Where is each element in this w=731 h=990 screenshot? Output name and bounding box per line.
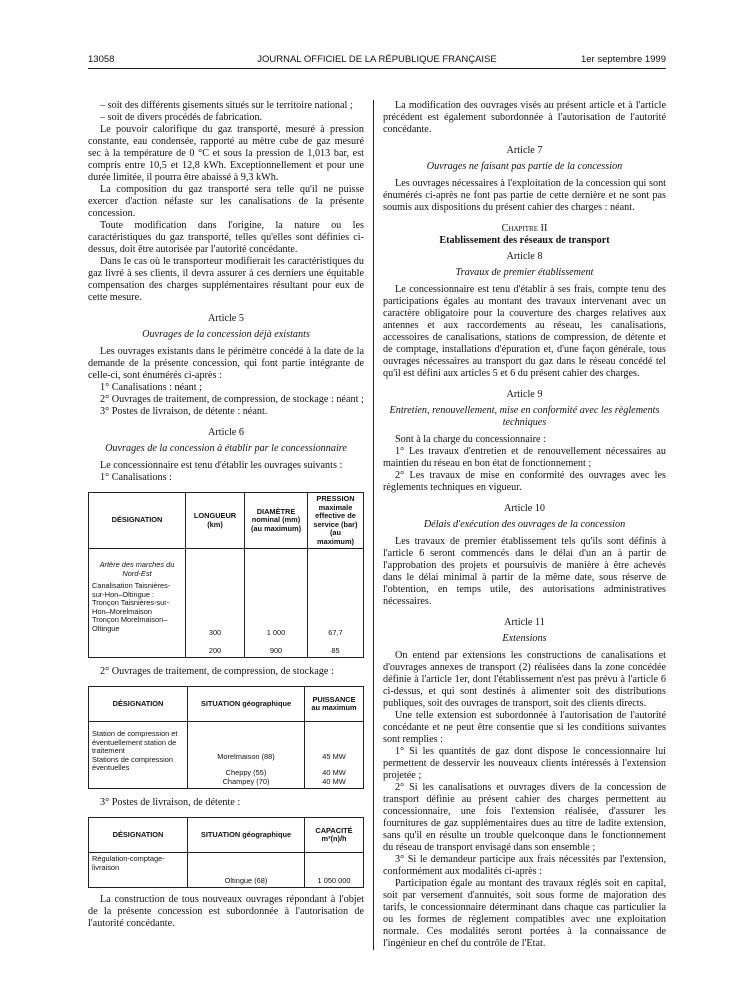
- paragraph: Une telle extension est subordonnée à l'autorisation de l'autorité concédante et ne peut être consentie que si les conditions suivantes sont remplies :: [383, 710, 666, 745]
- right-column: [383, 100, 666, 950]
- header-rule: [88, 68, 666, 69]
- article-title: Ouvrages de la concession déjà existants: [142, 329, 310, 340]
- diameter-value: 1 000: [266, 628, 286, 637]
- list-item: 3° Postes de livraison, de détente :: [100, 797, 241, 808]
- table-header: DÉSIGNATION: [89, 493, 186, 549]
- table-header: DIAMÈTRE nominal (mm) (au maximum): [245, 493, 308, 549]
- pipeline-section: Tronçon Morelmaison–Oltingue: [92, 615, 168, 633]
- table-header: PUISSANCE au maximum: [305, 687, 364, 722]
- article-heading: Article 11: [504, 617, 545, 628]
- issue-date: 1er septembre 1999: [580, 54, 666, 65]
- pressure-value: 85: [331, 645, 340, 655]
- paragraph: Sont à la charge du concessionnaire :: [395, 434, 546, 445]
- article-heading: Article 8: [506, 251, 543, 262]
- list-item: 1° Canalisations :: [100, 472, 172, 483]
- table-cell: Régulation-comptage-livraison: [89, 853, 188, 888]
- table-cell: [89, 722, 188, 789]
- station-name: Stations de compression éventuelles: [92, 754, 173, 772]
- power-value: 40 MW: [322, 768, 346, 777]
- site-value: Oltingue (68): [188, 853, 305, 888]
- power-value: 40 MW: [322, 776, 346, 786]
- paragraph: On entend par extensions les constructions de canalisations et d'ouvrages annexes de transport (2) réalisées dans la zone concédée définie à l'article 1er, dont l'établissement n'est pas prévu à l'article 6 ci-dessus, et qui sont destinés à alimenter soit des distributions publiques, soit des ouvrages de transport, soit des clients directs.: [383, 650, 666, 709]
- pipeline-section: Tronçon Taisnières-sur-Hon–Morelmaison: [92, 598, 170, 616]
- table-header: LONGUEUR (km): [186, 493, 245, 549]
- article-heading: Article 6: [208, 427, 244, 438]
- article-heading: Article 9: [506, 389, 543, 400]
- table-cell: [305, 722, 364, 789]
- article-title: Extensions: [502, 633, 547, 644]
- table-header: PRESSION maximale effective de service (bar) (au maximum): [308, 493, 364, 549]
- station-name: Station de compression et éventuellement station de traitement: [92, 729, 178, 755]
- table-cell: [308, 549, 364, 658]
- page-number: 13058: [88, 54, 115, 65]
- table-cell: [188, 722, 305, 789]
- paragraph: La composition du gaz transporté sera telle qu'il ne puisse exercer d'action néfaste sur les canalisations de la présente concession.: [88, 184, 364, 219]
- article-title: Ouvrages de la concession à établir par le concessionnaire: [105, 443, 347, 454]
- list-item: 2° Ouvrages de traitement, de compression, de stockage :: [100, 666, 334, 677]
- pressure-value: 67,7: [328, 628, 343, 637]
- table-cell: [89, 549, 186, 658]
- delivery-table: [88, 817, 364, 888]
- compression-table: [88, 686, 364, 789]
- paragraph: Les ouvrages existants dans le périmètre concédé à la date de la demande de la présente concession, qui font partie intégrante de celle-ci, sont énumérés ci-après :: [88, 346, 364, 381]
- article-title: Travaux de premier établissement: [455, 267, 594, 278]
- column-divider: [373, 100, 374, 950]
- list-item: 1° Si les quantités de gaz dont dispose le concessionnaire lui permettent de desservir les nouveaux clients intéressés à l'extension projetée ;: [383, 746, 666, 781]
- paragraph: La construction de tous nouveaux ouvrages répondant à l'objet de la présente concession est subordonnée à l'autorisation de l'autorité concédante.: [88, 894, 364, 929]
- table-header: CAPACITÉ m³(n)/h: [305, 818, 364, 853]
- chapter-title: Etablissement des réseaux de transport: [439, 235, 610, 246]
- paragraph: Le concessionnaire est tenu d'établir à ses frais, compte tenu des participations égales au montant des travaux intervenant avec un caractère obligatoire pour la couverture des charges relatives aux antennes et aux raccordements au réseau, les canalisations, accessoires de canalisations, stations de compression, de détente et de comptage, installations d'épuration et, d'une façon générale, tous ouvrages nécessaires au transport du gaz dans le réseau concédé tel qu'il est défini aux articles 5 et 6 du présent cahier des charges.: [383, 284, 666, 379]
- left-column: [88, 100, 364, 930]
- table-header: DÉSIGNATION: [89, 687, 188, 722]
- pipelines-table: [88, 492, 364, 658]
- table-cell: [186, 549, 245, 658]
- site-value: Champey (70): [222, 776, 270, 786]
- paragraph: Participation égale au montant des travaux réglés soit en capital, soit par versement d'annuités, soit sous forme de majoration des tarifs, le concessionnaire déterminant dans chaque cas particulier la ou les formes de règlement compatibles avec une exploitation normale. Ces modalités seront portées à la connaissance de l'ingénieur en chef du contrôle de l'Etat.: [383, 878, 666, 949]
- diameter-value: 900: [269, 645, 283, 655]
- paragraph: Le concessionnaire est tenu d'établir les ouvrages suivants :: [100, 460, 343, 471]
- article-title: Délais d'exécution des ouvrages de la concession: [423, 519, 626, 530]
- page-header: [88, 54, 666, 66]
- length-value: 200: [208, 645, 222, 655]
- paragraph: Dans le cas où le transporteur modifierait les caractéristiques du gaz livré à ses clients, il devra assurer à ces derniers une équitable compensation des charges supplémentaires résultant pour eux de cette mesure.: [88, 256, 364, 303]
- list-item: 2° Les travaux de mise en conformité des ouvrages avec les règlements techniques en vigueur.: [383, 470, 666, 493]
- journal-title: JOURNAL OFFICIEL DE LA RÉPUBLIQUE FRANÇAISE: [257, 54, 497, 65]
- chapter-heading: Chapitre II: [501, 223, 548, 234]
- list-item: 3° Si le demandeur participe aux frais nécessités par l'extension, conformément aux modalités ci-après :: [383, 854, 666, 877]
- article-heading: Article 7: [506, 145, 543, 156]
- list-item: 1° Canalisations : néant ;: [100, 382, 202, 393]
- list-item: 2° Ouvrages de traitement, de compression, de stockage : néant ;: [100, 394, 364, 405]
- list-item: 2° Si les canalisations et ouvrages divers de la concession de transport définie au présent cahier des charges permettent au concessionnaire, une fois l'extension réalisée, d'assurer les fournitures de gaz supplémentaires dues au titre de ladite extension, sans qu'il en résulte un trouble quelconque dans le fonctionnement du réseau de transport envisagé dans son ensemble ;: [383, 782, 666, 853]
- article-heading: Article 5: [208, 313, 244, 324]
- paragraph: Les travaux de premier établissement tels qu'ils sont définis à l'article 6 seront commencés dans le délai d'un an à partir de l'approbation des projets et poursuivis de manière à être achevés dans le délai minimal à partir de la même date, sous réserve de l'obtention, en temps utile, des autorisations administratives nécessaires.: [383, 536, 666, 607]
- pipeline-group: Artère des marches du Nord-Est: [99, 560, 175, 578]
- site-value: Cheppy (55): [225, 768, 267, 777]
- table-header: SITUATION géographique: [188, 818, 305, 853]
- table-header: SITUATION géographique: [188, 687, 305, 722]
- power-value: 45 MW: [322, 751, 346, 761]
- paragraph: La modification des ouvrages visés au présent article et à l'article précédent est également subordonnée à l'autorisation de l'autorité concédante.: [383, 100, 666, 135]
- capacity-value: 1 050 000: [305, 853, 364, 888]
- list-item: 3° Postes de livraison, de détente : néant.: [100, 406, 268, 417]
- article-heading: Article 10: [503, 503, 546, 514]
- table-header: DÉSIGNATION: [89, 818, 188, 853]
- paragraph: Le pouvoir calorifique du gaz transporté, mesuré à pression constante, eau condensée, rapporté au mètre cube de gaz mesuré sec à la température de 0 °C et sous la pression de 1,013 bar, est compris entre 10,5 et 12,8 kWh. Exceptionnellement et pour une durée limitée, il pourra être abaissé à 9,3 kWh.: [88, 124, 364, 183]
- list-item: 1° Les travaux d'entretien et de renouvellement nécessaires au maintien du réseau en bon état de fonctionnement ;: [383, 446, 666, 469]
- table-cell: [245, 549, 308, 658]
- length-value: 300: [208, 628, 222, 637]
- article-title: Ouvrages ne faisant pas partie de la concession: [426, 161, 623, 172]
- pipeline-name: Canalisation Taisnières-sur-Hon–Oltingue :: [92, 581, 171, 599]
- paragraph: Les ouvrages nécessaires à l'exploitation de la concession qui sont énumérés ci-après ne font pas partie de cette dernière et ne sont pas soumis aux dispositions du présent cahier des charges : néant.: [383, 178, 666, 213]
- article-title: Entretien, renouvellement, mise en conformité avec les règlements techniques: [389, 405, 660, 428]
- dash-item: – soit de divers procédés de fabrication.: [100, 112, 263, 123]
- dash-item: – soit des différents gisements situés sur le territoire national ;: [100, 100, 353, 111]
- site-value: Morelmaison (88): [217, 751, 275, 761]
- paragraph: Toute modification dans l'origine, la nature ou les caractéristiques du gaz transporté, telles qu'elles sont définies ci-dessus, doit être autorisée par l'autorité concédante.: [88, 220, 364, 255]
